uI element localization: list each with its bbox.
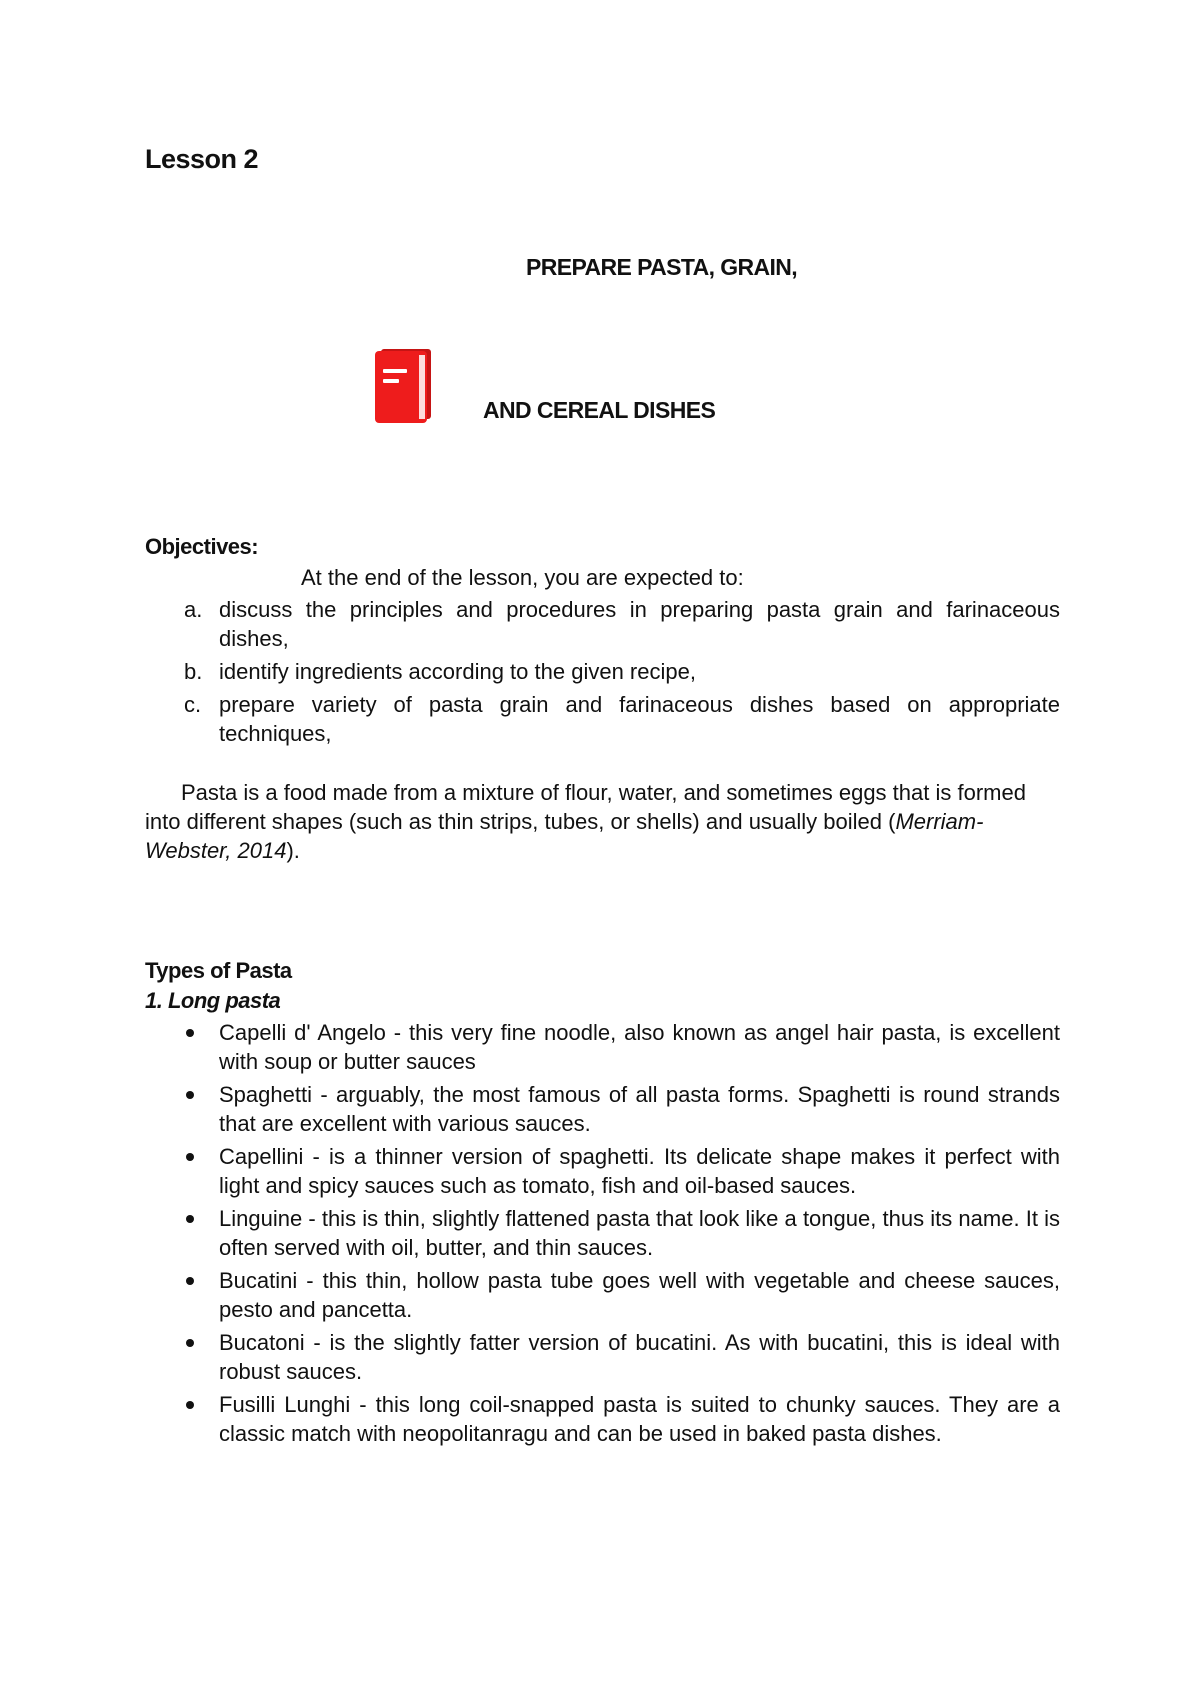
list-item-text: Capelli d' Angelo - this very fine noodle, also known as angel hair pasta, is excellent with soup or butter sauces xyxy=(219,1020,1060,1074)
bullet-icon xyxy=(186,1401,194,1409)
book-icon xyxy=(367,347,433,425)
bullet-icon xyxy=(186,1091,194,1099)
objective-item xyxy=(180,657,1060,686)
objective-text: identify ingredients according to the given recipe, xyxy=(219,659,696,684)
list-item-text: Fusilli Lunghi - this long coil-snapped pasta is suited to chunky sauces. They are a classic match with neopolitanragu and can be used in baked pasta dishes. xyxy=(219,1392,1060,1446)
citation: Merriam-Webster, 2014 xyxy=(145,809,984,863)
list-item xyxy=(180,1328,1060,1386)
list-item-text: Bucatoni - is the slightly fatter version of bucatini. As with bucatini, this is ideal with robust sauces. xyxy=(219,1330,1060,1384)
title-line-1: PREPARE PASTA, GRAIN, xyxy=(526,254,798,280)
list-item xyxy=(180,1080,1060,1138)
objective-marker: a. xyxy=(184,597,203,622)
objective-text: discuss the principles and procedures in preparing pasta grain and farinaceous dishes, xyxy=(219,597,1060,651)
objective-marker: b. xyxy=(184,659,203,684)
list-item-text: Capellini - is a thinner version of spaghetti. Its delicate shape makes it perfect with light and spicy sauces such as tomato, fish and oil-based sauces. xyxy=(219,1144,1060,1198)
bullet-icon xyxy=(186,1339,194,1347)
citation-close: ). xyxy=(286,838,300,863)
objectives-list xyxy=(180,595,1060,752)
bullet-icon xyxy=(186,1153,194,1161)
list-item-text: Bucatini - this thin, hollow pasta tube goes well with vegetable and cheese sauces, pesto and pancetta. xyxy=(219,1268,1060,1322)
objective-marker: c. xyxy=(184,692,202,717)
list-item xyxy=(180,1142,1060,1200)
pasta-definition xyxy=(145,778,1060,865)
objectives-heading: Objectives: xyxy=(145,534,259,559)
long-pasta-heading: 1. Long pasta xyxy=(145,988,281,1013)
objective-item xyxy=(180,690,1060,748)
list-item xyxy=(180,1390,1060,1448)
citation-open: ( xyxy=(888,809,896,834)
list-item xyxy=(180,1204,1060,1262)
bullet-icon xyxy=(186,1029,194,1037)
list-item-text: Spaghetti - arguably, the most famous of all pasta forms. Spaghetti is round strands that are excellent with various sauces. xyxy=(219,1082,1060,1136)
bullet-icon xyxy=(186,1215,194,1223)
objective-text: prepare variety of pasta grain and farinaceous dishes based on appropriate techniques, xyxy=(219,692,1060,746)
lesson-label: Lesson 2 xyxy=(145,144,259,174)
types-heading: Types of Pasta xyxy=(145,958,292,983)
objectives-intro: At the end of the lesson, you are expected to: xyxy=(301,565,744,590)
bullet-icon xyxy=(186,1277,194,1285)
definition-text: Pasta is a food made from a mixture of flour, water, and sometimes eggs that is formed into different shapes (such as thin strips, tubes, or shells) and usually boiled xyxy=(145,780,1026,834)
list-item xyxy=(180,1266,1060,1324)
title-line-2: AND CEREAL DISHES xyxy=(483,397,716,423)
objective-item xyxy=(180,595,1060,653)
long-pasta-list xyxy=(180,1018,1060,1452)
list-item-text: Linguine - this is thin, slightly flattened pasta that look like a tongue, thus its name. It is often served with oil, butter, and thin sauces. xyxy=(219,1206,1060,1260)
list-item xyxy=(180,1018,1060,1076)
